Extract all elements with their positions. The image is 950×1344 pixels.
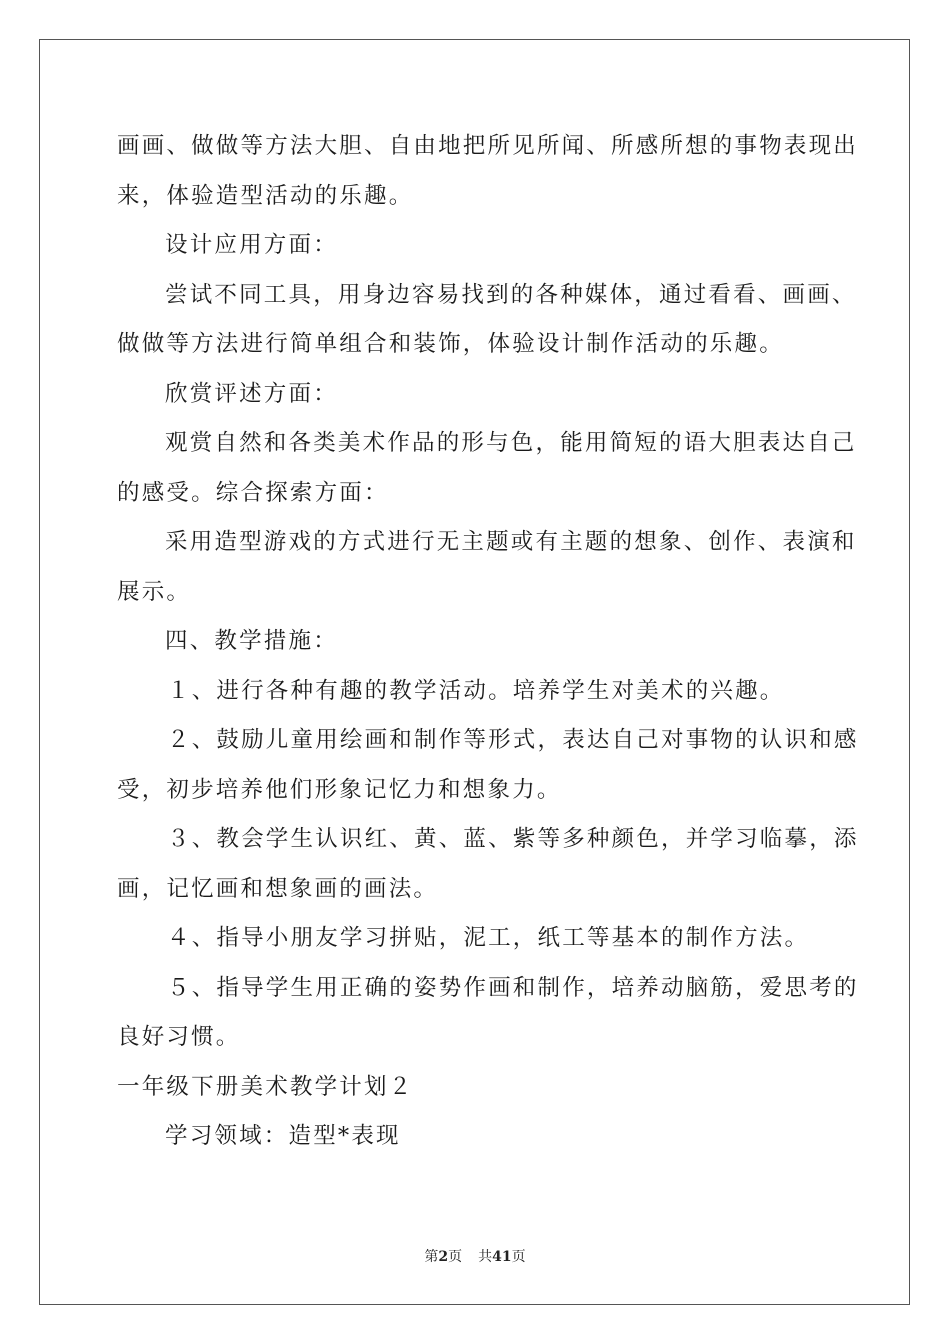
section-heading: 欣赏评述方面： — [165, 380, 338, 407]
section-heading: 四、教学措施： — [165, 628, 338, 654]
paragraph-line: 采用造型游戏的方式进行无主题或有主题的想象、创作、表演和 — [165, 529, 857, 555]
paragraph-line: 尝试不同工具，用身边容易找到的各种媒体，通过看看、画画、 — [165, 281, 857, 308]
paragraph-line: 来，体验造型活动的乐趣。 — [117, 182, 414, 209]
paragraph-line: 做做等方法进行简单组合和装饰，体验设计制作活动的乐趣。 — [117, 331, 784, 357]
paragraph-line: 展示。 — [117, 578, 192, 605]
paragraph-line: 学习领域：造型*表现 — [165, 1123, 401, 1149]
total-suffix: 页 — [511, 1249, 526, 1265]
page-prefix: 第 — [424, 1249, 439, 1265]
paragraph-line: 的感受。综合探索方面： — [117, 479, 389, 506]
list-item-continuation: 画，记忆画和想象画的画法。 — [117, 875, 439, 902]
page-number: 2 — [438, 1249, 449, 1265]
list-item: ２、鼓励儿童用绘画和制作等形式，表达自己对事物的认识和感 — [167, 727, 859, 753]
page-suffix: 页 — [448, 1249, 463, 1265]
total-prefix: 共 — [478, 1249, 493, 1265]
list-item: １、进行各种有趣的教学活动。培养学生对美术的兴趣。 — [167, 677, 785, 704]
list-item-continuation: 良好习惯。 — [117, 1024, 241, 1050]
list-item-continuation: 受，初步培养他们形象记忆力和想象力。 — [117, 776, 562, 803]
total-pages: 41 — [492, 1249, 512, 1265]
paragraph-line: 观赏自然和各类美术作品的形与色，能用简短的语大胆表达自己 — [165, 430, 857, 456]
document-title: 一年级下册美术教学计划２ — [117, 1073, 414, 1100]
paragraph-line: 画画、做做等方法大胆、自由地把所见所闻、所感所想的事物表现出 — [117, 133, 859, 159]
page-footer — [0, 1248, 950, 1266]
section-heading: 设计应用方面： — [165, 232, 338, 258]
list-item: ４、指导小朋友学习拼贴，泥工，纸工等基本的制作方法。 — [167, 925, 810, 951]
list-item: ３、教会学生认识红、黄、蓝、紫等多种颜色，并学习临摹，添 — [167, 826, 859, 852]
list-item: ５、指导学生用正确的姿势作画和制作，培养动脑筋，爱思考的 — [167, 974, 859, 1001]
document-body — [117, 122, 859, 1162]
